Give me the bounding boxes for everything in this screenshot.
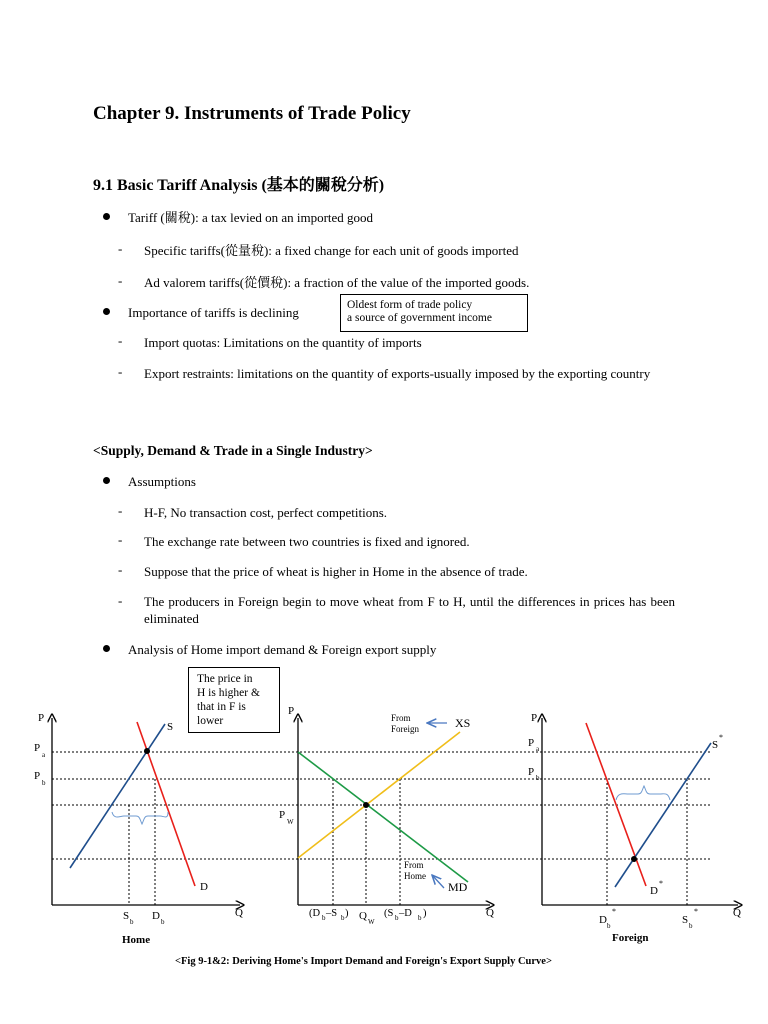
trade-figure	[0, 700, 768, 970]
note-line-2: a source of government income	[347, 312, 492, 324]
world-qw-label: Q	[359, 910, 367, 922]
price-note-line-4: lower	[197, 715, 224, 727]
from-foreign-line-1: From	[391, 713, 411, 723]
bullet-marker	[103, 308, 110, 315]
foreign-export-brace	[616, 786, 670, 800]
world-pw-label: P	[279, 809, 286, 821]
world-equilibrium-point	[363, 802, 369, 808]
home-pa-label: P	[34, 742, 41, 754]
from-home-line-2: Home	[404, 871, 426, 881]
bullet-importance: Importance of tariffs is declining	[128, 305, 299, 320]
bullet-marker	[103, 645, 110, 652]
world-p-axis-label: P	[288, 705, 295, 717]
foreign-pb-label: P	[528, 766, 535, 778]
foreign-db-sub: b	[607, 922, 611, 930]
note-box	[340, 294, 528, 332]
from-home-arrow	[432, 875, 444, 888]
dash-marker: -	[118, 333, 123, 348]
guide-lines	[52, 752, 712, 905]
world-q-axis-label: Q	[486, 907, 494, 919]
home-pb-label: P	[34, 770, 41, 782]
foreign-supply-star: *	[719, 733, 723, 742]
world-panel	[279, 705, 494, 926]
home-db-label: D	[152, 910, 160, 922]
home-sb-sub: b	[130, 918, 134, 926]
world-x1-sub-b: b	[341, 914, 345, 922]
dash-import-quotas: Import quotas: Limitations on the quantity of imports	[144, 335, 422, 350]
world-x2-close: )	[423, 908, 427, 919]
foreign-sb-star: *	[694, 907, 698, 916]
price-note-line-1: The price in	[197, 673, 253, 685]
home-pa-sub: a	[42, 751, 46, 759]
world-x2-sub-a: b	[395, 914, 399, 922]
foreign-db-star: *	[612, 907, 616, 916]
dash-assumption-hf: H-F, No transaction cost, perfect competitions.	[144, 505, 388, 520]
home-panel	[34, 712, 243, 946]
home-import-brace	[112, 812, 168, 824]
home-q-axis-label: Q	[235, 907, 243, 919]
bullet-tariff: Tariff (關稅): a tax levied on an imported good	[128, 210, 374, 225]
price-note-line-2: H is higher &	[197, 687, 260, 699]
foreign-demand-star: *	[659, 879, 663, 888]
note-line-1: Oldest form of trade policy	[347, 299, 473, 311]
foreign-equilibrium-point	[631, 856, 637, 862]
price-note-line-3: that in F is	[197, 701, 246, 713]
home-equilibrium-point	[144, 748, 150, 754]
dash-export-restraints: Export restraints: limitations on the quantity of exports-usually imposed by the exporting country	[144, 366, 651, 381]
foreign-panel	[528, 712, 741, 944]
home-db-sub: b	[161, 918, 165, 926]
home-caption: Home	[122, 934, 151, 946]
foreign-caption: Foreign	[612, 932, 649, 944]
figure-caption: <Fig 9-1&2: Deriving Home's Import Demand and Foreign's Export Supply Curve>	[175, 956, 552, 967]
home-demand-curve	[137, 722, 195, 886]
foreign-db-label: D	[599, 914, 607, 926]
dash-specific-tariffs: Specific tariffs(從量稅): a fixed change for each unit of goods imported	[144, 243, 519, 258]
foreign-pa-label: P	[528, 737, 535, 749]
dash-assumption-price: Suppose that the price of wheat is higher in Home in the absence of trade.	[144, 564, 528, 579]
bullet-marker	[103, 213, 110, 220]
foreign-demand-label: D	[650, 885, 658, 897]
dash-marker: -	[118, 503, 123, 518]
foreign-p-axis-label: P	[531, 712, 538, 724]
dash-marker: -	[118, 364, 123, 379]
foreign-sb-label: S	[682, 914, 689, 926]
foreign-sb-sub: b	[689, 922, 693, 930]
world-x2-label: (S	[384, 908, 394, 919]
home-p-axis-label: P	[38, 712, 45, 724]
world-x1-label: (D	[309, 908, 321, 919]
bullet-assumptions: Assumptions	[128, 474, 196, 489]
dash-marker: -	[118, 562, 123, 577]
section-title: 9.1 Basic Tariff Analysis (基本的關稅分析)	[93, 177, 385, 194]
subsection-title: <Supply, Demand & Trade in a Single Industry>	[93, 443, 373, 458]
dash-assumption-producers: The producers in Foreign begin to move wheat from F to H, until the differences in prices has been eliminated	[144, 594, 675, 626]
world-xs-curve	[298, 732, 460, 858]
world-x2-sub-b: b	[418, 914, 422, 922]
home-supply-curve	[70, 724, 165, 868]
world-xs-label: XS	[455, 716, 471, 730]
home-pb-sub: b	[42, 779, 46, 787]
world-x1-close: )	[345, 908, 349, 919]
world-pw-sub: W	[287, 818, 294, 826]
world-x1-sub-a: b	[322, 914, 326, 922]
world-md-label: MD	[448, 880, 468, 894]
world-x1-mid: –S	[326, 908, 338, 919]
home-demand-label: D	[200, 881, 208, 893]
dash-marker: -	[118, 273, 123, 288]
dash-ad-valorem: Ad valorem tariffs(從價稅): a fraction of the value of the imported goods.	[144, 275, 530, 290]
bullet-analysis: Analysis of Home import demand & Foreign export supply	[128, 642, 437, 657]
world-qw-sub: W	[368, 918, 375, 926]
dash-marker: -	[118, 241, 123, 256]
foreign-pb-sub: b	[536, 774, 540, 782]
world-md-curve	[298, 752, 468, 882]
foreign-supply-label: S	[712, 739, 719, 751]
home-supply-label: S	[167, 721, 174, 733]
bullet-marker	[103, 477, 110, 484]
home-sb-label: S	[123, 910, 130, 922]
foreign-supply-curve	[615, 743, 711, 887]
from-foreign-line-2: Foreign	[391, 724, 419, 734]
dash-marker: -	[118, 593, 123, 608]
foreign-pa-sub: a	[536, 745, 540, 753]
from-home-line-1: From	[404, 860, 424, 870]
foreign-q-axis-label: Q	[733, 907, 741, 919]
dash-assumption-exchange: The exchange rate between two countries is fixed and ignored.	[144, 534, 470, 549]
dash-marker: -	[118, 532, 123, 547]
world-x2-mid: –D	[399, 908, 412, 919]
chapter-title: Chapter 9. Instruments of Trade Policy	[93, 103, 411, 124]
